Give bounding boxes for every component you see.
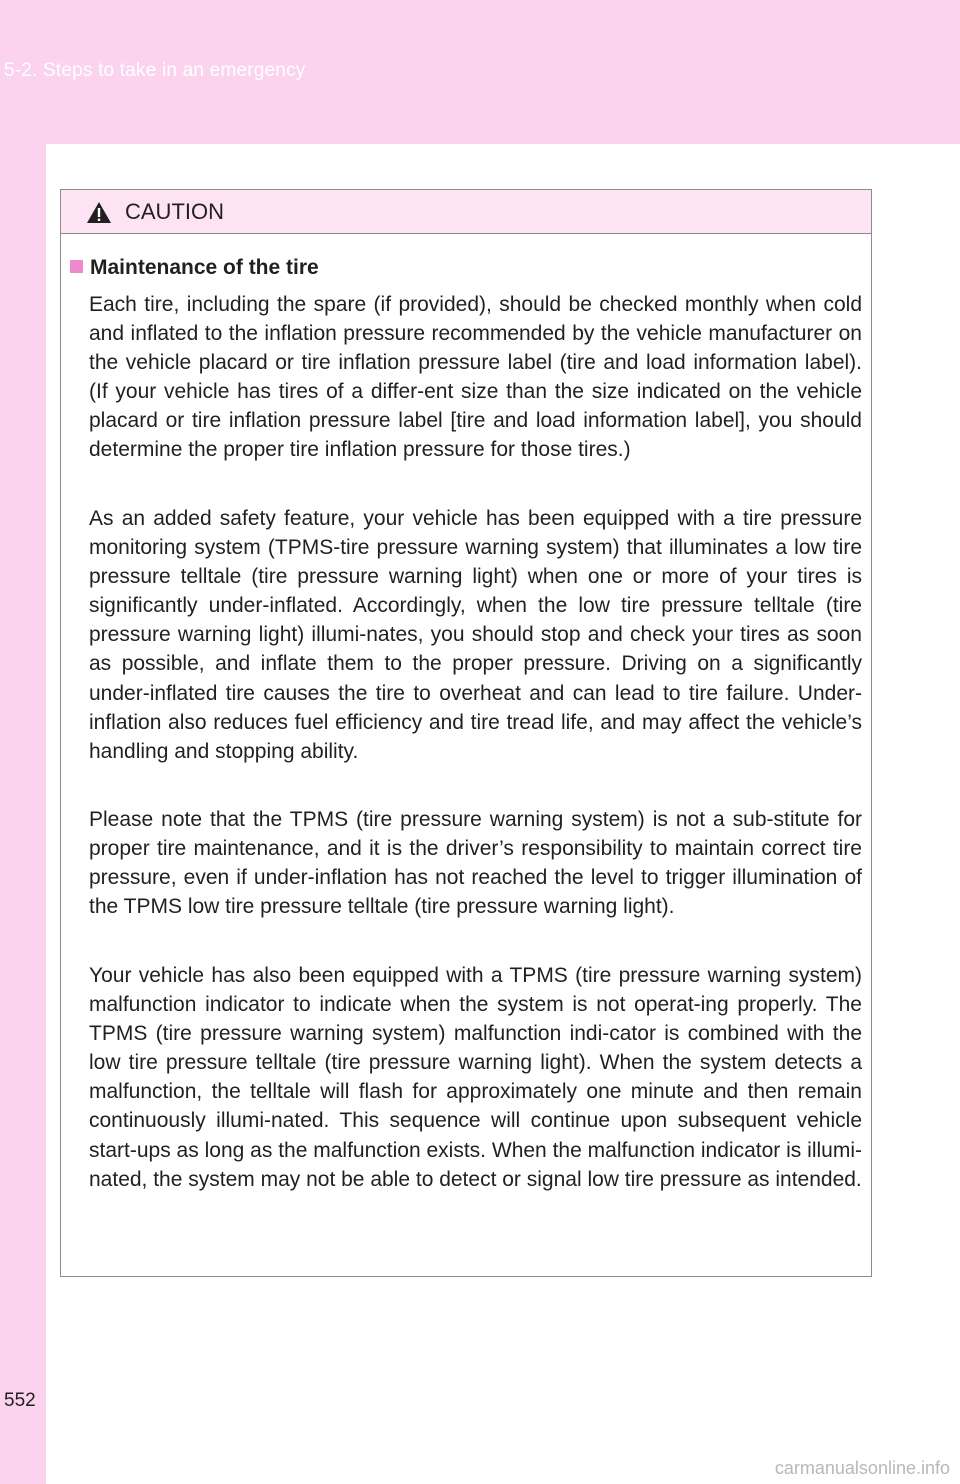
caution-title: CAUTION (125, 199, 224, 224)
side-band (0, 144, 46, 1484)
warning-triangle-icon (86, 201, 112, 224)
caution-box (60, 189, 872, 1277)
watermark: carmanualsonline.info (774, 1458, 950, 1478)
paragraph-1: Each tire, including the spare (if provided), should be checked monthly when cold and inflated to the inflation pressure recommended by the vehicle manufacturer on the vehicle placard or tire inflation pressure label (tire and load information label). (If your vehicle has tires of a differ-ent size than the size indicated on the vehicle placard or tire inflation pressure label [tire and load information label], you should determine the proper tire inflation pressure for those tires.) (89, 293, 862, 462)
bullet-square-icon (70, 260, 83, 273)
paragraph-4: Your vehicle has also been equipped with a TPMS (tire pressure warning system) malfunction indicator to indicate when the system is not operat-ing properly. The TPMS (tire pressure warning system) malfunction indi-cator is combined with the low tire pressure telltale (tire pressure warning light). When the system detects a malfunction, the telltale will flash for approximately one minute and then remain continuously illumi-nated. This sequence will continue upon subsequent vehicle start-ups as long as the malfunction exists. When the malfunction indicator is illumi-nated, the system may not be able to detect or signal low tire pressure as intended. (89, 964, 862, 1191)
page-number: 552 (4, 1390, 36, 1411)
section-title (70, 254, 319, 282)
caution-header (61, 190, 871, 234)
paragraph-3: Please note that the TPMS (tire pressure warning system) is not a sub-stitute for proper tire maintenance, and it is the driver’s responsibility to maintain correct tire pressure, even if under-inflation has not reached the level to trigger illumination of the TPMS low tire pressure telltale (tire pressure warning light). (89, 808, 862, 919)
section-breadcrumb: 5-2. Steps to take in an emergency (4, 60, 306, 81)
section-title-text: Maintenance of the tire (90, 256, 319, 279)
paragraph-2: As an added safety feature, your vehicle has been equipped with a tire pressure monitoring system (TPMS-tire pressure warning system) that illuminates a low tire pressure telltale (tire pressure warning light) when one or more of your tires is significantly under-inflated. Accordingly, when the low tire pressure telltale (tire pressure warning light) illumi-nates, you should stop and check your tires as soon as possible, and inflate them to the proper pressure. Driving on a significantly under-inflated tire causes the tire to overheat and can lead to tire failure. Under-inflation also reduces fuel efficiency and tire tread life, and may affect the vehicle’s handling and stopping ability. (89, 507, 862, 763)
